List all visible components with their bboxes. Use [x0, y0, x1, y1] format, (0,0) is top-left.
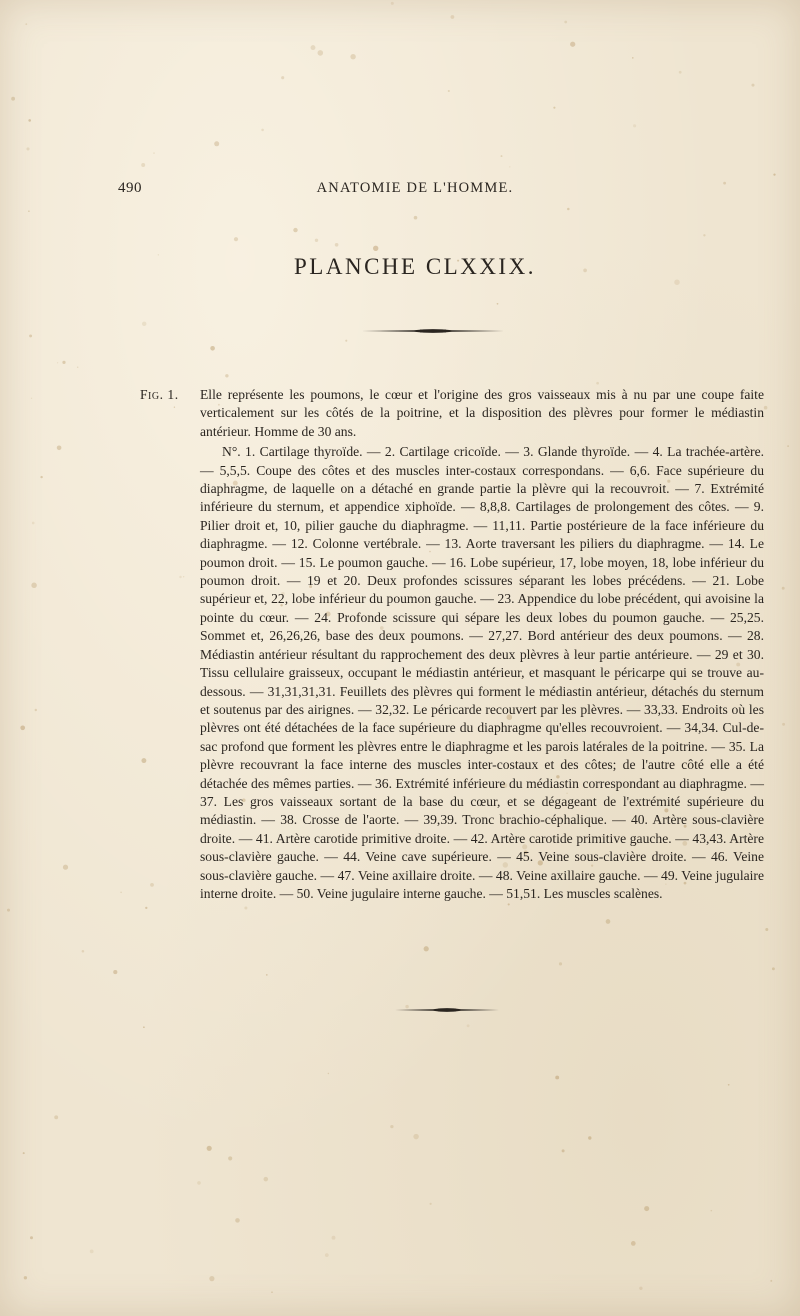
foxing-spot [120, 892, 121, 893]
foxing-spot [24, 1276, 27, 1279]
foxing-spot [508, 903, 510, 905]
foxing-spot [11, 97, 15, 101]
foxing-spot [264, 1177, 269, 1182]
foxing-spot [23, 1152, 25, 1154]
foxing-spot [451, 15, 455, 19]
foxing-spot [728, 1084, 730, 1086]
foxing-spot [414, 216, 418, 220]
foxing-spot [31, 398, 32, 399]
foxing-spot [553, 107, 555, 109]
foxing-spot [328, 1073, 329, 1074]
foxing-spot [467, 1024, 470, 1027]
foxing-spot [63, 865, 68, 870]
foxing-spot [770, 1280, 772, 1282]
foxing-spot [261, 129, 264, 132]
foxing-spot [633, 124, 636, 127]
plate-title: PLANCHE CLXXIX. [294, 254, 536, 279]
foxing-spot [332, 1236, 336, 1240]
foxing-spot [631, 1241, 636, 1246]
foxing-spot [31, 583, 37, 589]
figure-explanation [140, 386, 764, 903]
foxing-spot [564, 21, 567, 24]
foxing-spot [501, 155, 503, 157]
foxing-spot [29, 334, 32, 337]
figure-label: Fig. 1. [140, 387, 179, 402]
foxing-spot [113, 970, 117, 974]
foxing-spot [214, 141, 219, 146]
foxing-spot [559, 962, 562, 965]
foxing-spot [210, 346, 215, 351]
foxing-spot [570, 42, 575, 47]
foxing-spot [764, 406, 768, 410]
foxing-spot [20, 725, 25, 730]
foxing-spot [350, 54, 355, 59]
foxing-spot [197, 1181, 201, 1185]
foxing-spot [413, 1134, 418, 1139]
foxing-spot [424, 946, 429, 951]
foxing-spot [390, 1125, 393, 1128]
foxing-spot [311, 45, 316, 50]
running-head: ANATOMIE DE L'HOMME. [316, 180, 514, 196]
foxing-spot [57, 362, 58, 363]
foxing-spot [142, 322, 146, 326]
foxing-spot [751, 84, 754, 87]
foxing-spot [555, 1076, 559, 1080]
foxing-spot [315, 239, 318, 242]
foxing-spot [497, 303, 499, 305]
foxing-spot [209, 1276, 214, 1281]
foxing-spot [703, 234, 705, 236]
foxing-spot [639, 1287, 642, 1290]
foxing-spot [596, 382, 599, 385]
foxing-spot [588, 1136, 591, 1139]
foxing-spot [7, 909, 10, 912]
foxing-spot [35, 709, 37, 711]
ornamental-rule-bottom [395, 1006, 499, 1014]
foxing-spot [28, 210, 30, 212]
foxing-spot [143, 1026, 145, 1028]
foxing-spot [787, 445, 789, 447]
foxing-spot [632, 57, 634, 59]
foxing-spot [25, 23, 27, 25]
foxing-spot [448, 90, 450, 92]
page-number: 490 [118, 180, 142, 196]
foxing-spot [318, 50, 324, 56]
foxing-spot [234, 237, 238, 241]
foxing-spot [235, 1218, 240, 1223]
foxing-spot [562, 1149, 565, 1152]
foxing-spot [765, 928, 768, 931]
foxing-spot [82, 950, 85, 953]
foxing-spot [606, 919, 611, 924]
foxing-spot [225, 374, 228, 377]
foxing-spot [711, 1210, 713, 1212]
foxing-spot [26, 147, 29, 150]
foxing-spot [335, 243, 339, 247]
foxing-spot [141, 163, 145, 167]
foxing-spot [293, 228, 297, 232]
foxing-spot [90, 1250, 94, 1254]
ornamental-rule-top [362, 327, 504, 335]
figure-caption [140, 386, 764, 441]
foxing-spot [57, 445, 62, 450]
foxing-spot [782, 723, 785, 726]
foxing-spot [62, 361, 65, 364]
foxing-spot [345, 340, 347, 342]
foxing-spot [325, 1253, 329, 1257]
foxing-spot [782, 587, 785, 590]
foxing-spot [54, 1115, 58, 1119]
foxing-spot [391, 2, 394, 5]
figure-items-legend: N°. 1. Cartilage thyroïde. — 2. Cartilage cricoïde. — 3. Glande thyroïde. — 4. La trachée-artère. — 5,5,5. Coupe des côtes et des muscles inter-costaux correspondans. — 6,6. Face supérieure du diaphragme, de laquelle on a détaché en grande partie la plèvre qui la recouvroit. — 7. Extrémité inférieure du sternum, et appendice xiphoïde. — 8,8,8. Cartilages de prolongement des côtes. — 9. Pilier droit et, 10, pilier gauche du diaphragme. — 11,11. Partie postérieure de la face inférieure du diaphragme. — 12. Colonne vertébrale. — 13. Aorte traversant les piliers du diaphragme. — 14. Le poumon droit. — 15. Le poumon gauche. — 16. Lobe supérieur, 17, lobe moyen, 18, lobe inférieur du poumon droit. — 19 et 20. Deux profondes scissures séparant les lobes précédens. — 21. Lobe supérieur et, 22, lobe inférieur du poumon gauche. — 23. Appendice du lobe précédent, qui avoisine la pointe du cœur. — 24. Profonde scissure qui sépare les deux lobes du poumon gauche. — 25,25. Sommet et, 26,26,26, base des deux poumons. — 27,27. Bord antérieur des deux poumons. — 28. Médiastin antérieur résultant du rapprochement des deux plèvres à leur partie antérieure. — 29 et 30. Tissu cellulaire graisseux, occupant le médiastin antérieur, et masquant le péricarpe qui se trouve au-dessous. — 31,31,31,31. Feuillets des plèvres qui forment le médiastin antérieur, détachés du sternum et soutenus par des airignes. — 32,32. Le péricarde recouvert par les plèvres. — 33,33. Endroits où les plèvres ont été détachées de la face supérieure du diaphragme qu'elles recouvroient. — 34,34. Cul-de-sac profond que forment les plèvres entre le diaphragme et les parois latérales de la poitrine. — 35. La plèvre recouvrant la face interne des muscles inter-costaux et des côtes; de l'autre côté elle a été détachée des mêmes parties. — 36. Extrémité inférieure du médiastin correspondant au diaphragme. — 37. Les gros vaisseaux sortant de la base du cœur, et se dégageant de l'extrémité supérieure du médiastin. — 38. Crosse de l'aorte. — 39,39. Tronc brachio-céphalique. — 40. Artère sous-clavière droite. — 41. Artère carotide primitive droite. — 42. Artère carotide primitive gauche. — 43,43. Artère sous-clavière gauche. — 44. Veine cave supérieure. — 45. Veine sous-clavière droite. — 46. Veine sous-clavière gauche. — 47. Veine axillaire droite. — 48. Veine axillaire gauche. — 49. Veine jugulaire interne droite. — 50. Veine jugulaire interne gauche. — 51,51. Les muscles scalènes. [200, 444, 764, 901]
foxing-spot [207, 1146, 212, 1151]
foxing-spot [509, 166, 510, 167]
foxing-spot [40, 476, 42, 478]
foxing-spot [674, 279, 679, 284]
foxing-spot [32, 522, 35, 525]
foxing-spot [266, 974, 268, 976]
foxing-spot [30, 1236, 33, 1239]
foxing-spot [567, 208, 570, 211]
foxing-spot [77, 367, 78, 368]
foxing-spot [773, 173, 775, 175]
foxing-spot [244, 906, 247, 909]
foxing-spot [153, 152, 155, 154]
foxing-spot [28, 119, 31, 122]
figure-description: Elle représente les poumons, le cœur et l'origine des gros vaisseaux mis à nu par une coupe faite verticalement sur les côtés de la poitrine, et la disposition des plèvres pour former le médiastin antérieur. Homme de 30 ans. [200, 387, 764, 439]
foxing-spot [679, 71, 682, 74]
foxing-spot [373, 246, 378, 251]
foxing-spot [430, 1203, 432, 1205]
foxing-spot [145, 907, 147, 909]
foxing-spot [772, 967, 775, 970]
foxing-spot [281, 76, 284, 79]
foxing-spot [271, 1291, 273, 1293]
foxing-spot [644, 1206, 649, 1211]
foxing-spot [228, 1156, 232, 1160]
